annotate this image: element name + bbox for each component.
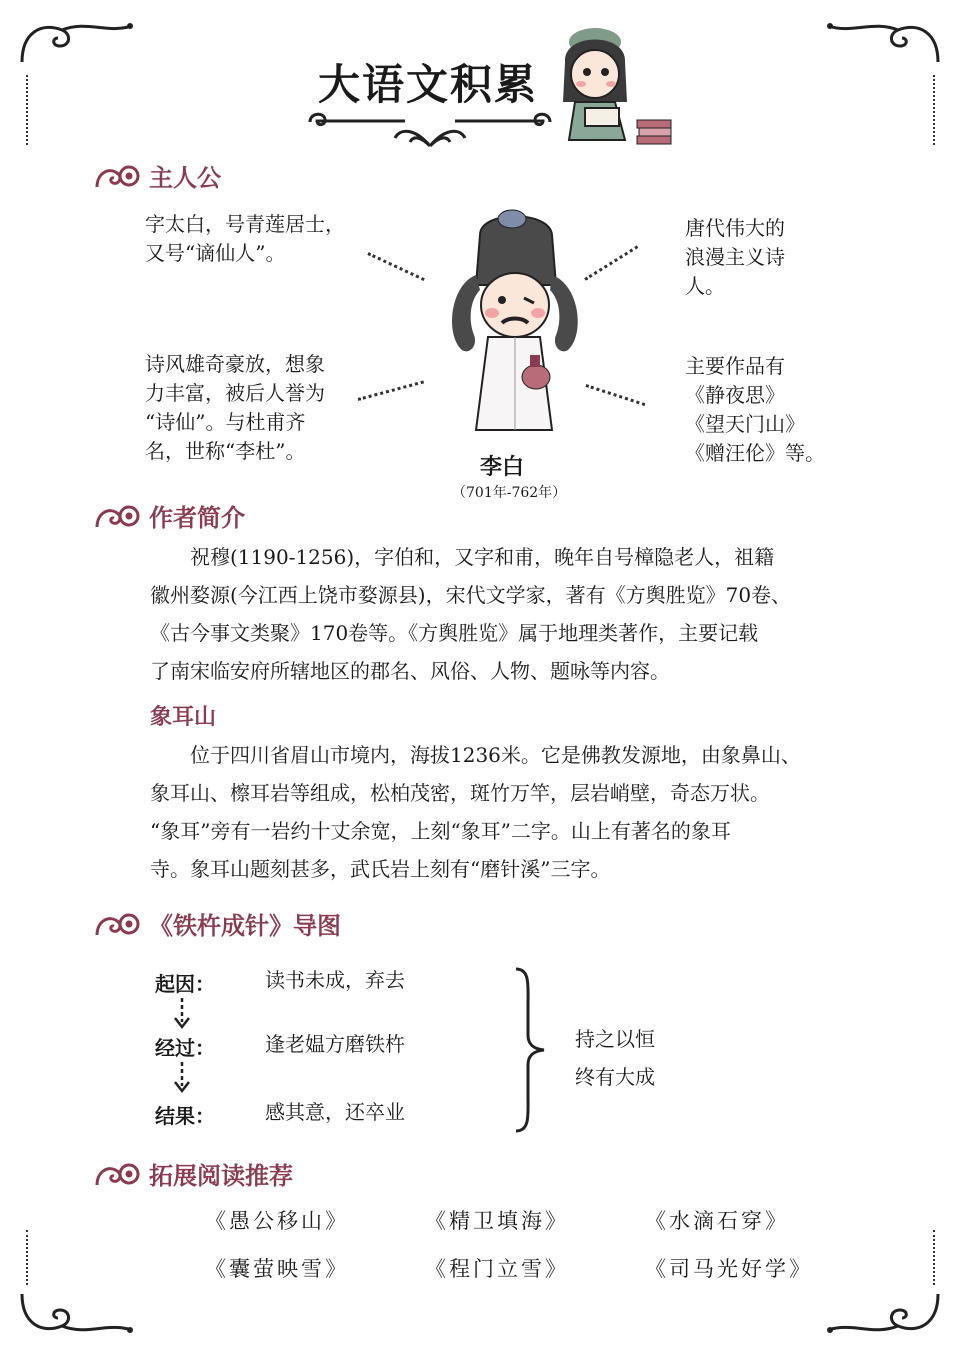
li-bai-illustration	[440, 205, 590, 445]
section-title: 《铁杵成针》导图	[149, 911, 341, 940]
connector-line	[367, 252, 424, 281]
bio-note-bottom-left: 诗风雄奇豪放，想象 力丰富，被后人誉为 “诗仙”。与杜甫齐 名，世称“李杜”。	[145, 352, 325, 463]
book-item: 《囊萤映雪》	[205, 1257, 349, 1281]
border-line-right-top	[933, 75, 935, 145]
section-heading-mindmap	[95, 906, 341, 941]
author-paragraph: 祝穆(1190-1256)，字伯和，又字和甫，晚年自号樟隐老人，祖籍 徽州婺源(今江西上饶市婺源县)，宋代文学家，著有《方舆胜览》70卷、 《古今事文类聚》170卷等。《方舆胜览》属于地理类著作，主要记载 了南宋临安府所辖地区的郡名、风俗、人物、题咏等内容。	[150, 545, 792, 683]
bio-note-bottom-right: 主要作品有 《静夜思》 《望天门山》 《赠汪伦》等。	[685, 354, 825, 465]
book-item: 《程门立雪》	[425, 1257, 569, 1281]
corner-ornament-bottom-left	[12, 1284, 142, 1344]
connector-line	[584, 245, 638, 280]
map-step-label: 结果：	[155, 1104, 215, 1128]
bio-note-top-right: 唐代伟大的 浪漫主义诗 人。	[685, 216, 785, 298]
border-line-left-top	[26, 75, 28, 145]
right-brace	[510, 965, 550, 1135]
map-step-label: 起因：	[155, 972, 215, 996]
connector-line	[586, 384, 646, 406]
bio-note-top-left: 字太白，号青莲居士， 又号“谪仙人”。	[145, 212, 345, 265]
book-item: 《愚公移山》	[205, 1209, 349, 1233]
title-ornament	[305, 108, 555, 156]
map-conclusion: 持之以恒 终有大成	[575, 1027, 655, 1089]
girl-reading-illustration	[555, 22, 675, 152]
map-step-text: 感其意，还卒业	[265, 1100, 405, 1124]
li-bai-name: 李白	[480, 454, 525, 480]
mountain-heading: 象耳山	[150, 704, 217, 730]
book-item: 《司马光好学》	[645, 1257, 813, 1281]
section-heading-reading	[95, 1156, 293, 1191]
section-title: 主人公	[149, 163, 221, 192]
arrow-down-icon	[172, 996, 192, 1030]
page-title: 大语文积累	[318, 60, 539, 109]
section-heading-author	[95, 498, 245, 533]
map-step-text: 逢老媪方磨铁杵	[265, 1032, 405, 1056]
border-line-right-bottom	[933, 1230, 935, 1285]
map-step-label: 经过：	[155, 1036, 215, 1060]
map-step-text: 读书未成，弃去	[265, 968, 405, 992]
li-bai-years: （701年-762年）	[452, 485, 567, 501]
section-title: 拓展阅读推荐	[149, 1161, 293, 1190]
arrow-down-icon	[172, 1060, 192, 1094]
corner-ornament-top-right	[818, 12, 948, 72]
book-item: 《精卫填海》	[425, 1209, 569, 1233]
connector-line	[358, 380, 424, 400]
border-line-left-bottom	[26, 1230, 28, 1285]
swirl-icon	[95, 1161, 141, 1187]
corner-ornament-bottom-right	[818, 1284, 948, 1344]
swirl-icon	[95, 503, 141, 529]
section-heading-protagonist	[95, 158, 221, 193]
corner-ornament-top-left	[12, 12, 142, 72]
mountain-paragraph: 位于四川省眉山市境内，海拔1236米。它是佛教发源地，由象鼻山、 象耳山、檫耳岩等组成，松柏茂密，斑竹万竿，层岩峭壁，奇态万状。 “象耳”旁有一岩约十丈余宽，上刻“象耳”二字。山上有著名的象耳 寺。象耳山题刻甚多，武氏岩上刻有“磨针溪”三字。	[150, 743, 801, 881]
section-title: 作者简介	[149, 503, 245, 532]
book-item: 《水滴石穿》	[645, 1209, 789, 1233]
swirl-icon	[95, 911, 141, 937]
swirl-icon	[95, 163, 141, 189]
